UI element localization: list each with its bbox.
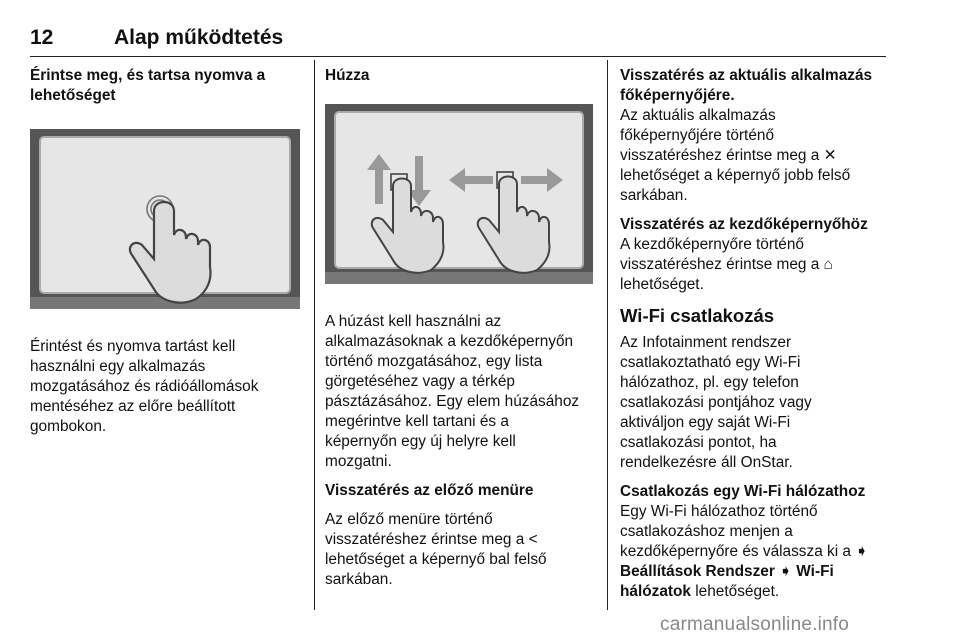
drag-text: A húzást kell használni az alkalmazásoknak a kezdőképernyőn történő mozgatásához, egy lista görgetéséhez vagy a térkép pásztázásához. Egy elem húzásához megérintve kell tartani és a képernyőn egy új helyre kell mozgatni. <box>325 313 580 470</box>
column-2 <box>325 66 593 599</box>
column-3 <box>620 66 890 611</box>
page-header <box>30 22 886 57</box>
back-app-heading: Visszatérés az aktuális alkalmazás főképernyőjére. <box>620 67 873 104</box>
wifi-connect-text: Egy Wi-Fi hálózathoz történő csatlakozáshoz menjen a kezdőképernyőre és válassza ki a ➧ Beállítások Rendszer ➧ Wi-Fi hálózatok lehetőséget. <box>620 503 869 600</box>
page-number: 12 <box>30 26 54 49</box>
back-app-block: Visszatérés az aktuális alkalmazás főképernyőjére. Az aktuális alkalmazás főképernyőjére történő visszatéréshez érintse meg a ✕ lehetőséget a képernyő jobb felső sarkában. <box>620 67 873 204</box>
touch-hold-illustration <box>30 129 300 309</box>
drag-illustration <box>325 104 593 284</box>
wifi-intro-text: Az Infotainment rendszer csatlakoztatható egy Wi-Fi hálózathoz, pl. egy telefon csatlakozási pontjához vagy aktiváljon egy saját Wi-Fi csatlakozási pontot, ha rendelkezésre áll OnStar. <box>620 334 812 471</box>
back-previous-text: Az előző menüre történő visszatéréshez érintse meg a < lehetőséget a képernyő bal felső sarkában. <box>325 511 547 588</box>
back-previous-heading: Visszatérés az előző menüre <box>325 482 534 499</box>
watermark: carmanualsonline.info <box>660 614 850 635</box>
back-home-heading: Visszatérés az kezdőképernyőhöz <box>620 216 868 233</box>
drag-heading: Húzza <box>325 67 370 84</box>
back-home-text: A kezdőképernyőre történő visszatéréshez érintse meg a ⌂ lehetőséget. <box>620 236 833 293</box>
column-divider <box>607 60 608 610</box>
column-1 <box>30 66 300 446</box>
close-icon: ✕ <box>823 147 837 164</box>
touch-hold-text: Érintést és nyomva tartást kell használni egy alkalmazás mozgatásához és rádióállomások mentéséhez az előre beállított gombokon. <box>30 338 259 435</box>
section-title: Alap működtetés <box>114 26 284 49</box>
back-chevron-icon: < <box>528 531 538 548</box>
touch-hold-heading: Érintse meg, és tartsa nyomva a lehetőséget <box>30 67 266 104</box>
column-divider <box>314 60 315 610</box>
home-icon: ⌂ <box>823 256 833 273</box>
wifi-section-title: Wi-Fi csatlakozás <box>620 305 775 326</box>
arrow-right-icon: ➧ <box>855 543 869 560</box>
wifi-connect-heading: Csatlakozás egy Wi-Fi hálózathoz <box>620 483 866 500</box>
arrow-right-icon: ➧ <box>779 563 793 580</box>
